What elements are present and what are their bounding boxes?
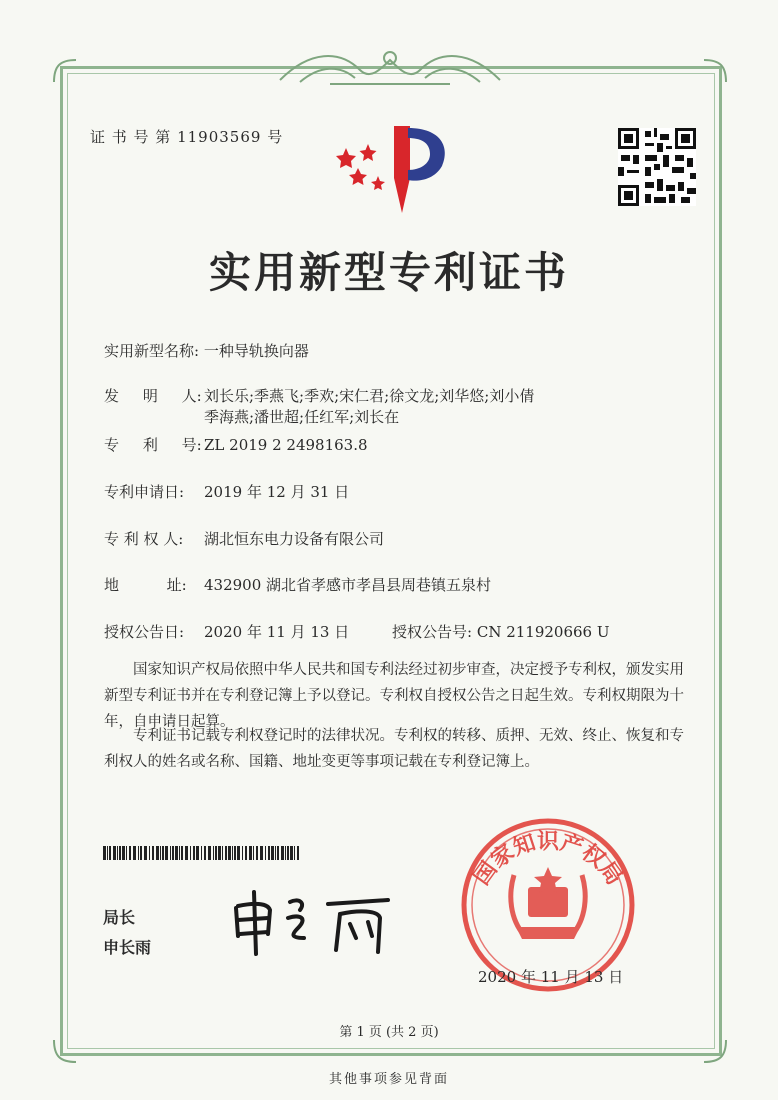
handwritten-signature: [228, 888, 398, 958]
grant-date-value: 2020 年 11 月 13 日: [204, 623, 350, 641]
inventors: [104, 385, 534, 406]
certificate-number-suffix: 号: [267, 128, 284, 146]
certificate-title: 实用新型专利证书: [208, 248, 569, 297]
top-floral-ornament: [270, 40, 510, 90]
certificate-number: [90, 126, 283, 147]
patent-number-value: ZL 2019 2 2498163.8: [204, 436, 368, 454]
footer-note: 其他事项参见背面: [328, 1072, 449, 1087]
grant-date-label: 授权公告日:: [104, 623, 185, 641]
grant-announcement-date: [104, 621, 349, 642]
corner-ornament-bottom-right: [700, 1036, 730, 1066]
inventors-continued: [204, 406, 399, 427]
corner-ornament-top-right: [700, 56, 730, 86]
inventors-line-1: 刘长乐;季燕飞;季欢;宋仁君;徐文龙;刘华悠;刘小倩: [204, 387, 535, 405]
grant-number-value: CN 211920666 U: [476, 623, 610, 641]
address-value: 432900 湖北省孝感市孝昌县周巷镇五泉村: [204, 576, 492, 594]
patent-holder: [104, 528, 384, 549]
address-label: 地 址:: [104, 576, 187, 594]
filing-date: [104, 481, 349, 502]
utility-model-name-label: 实用新型名称:: [104, 342, 200, 360]
signatory-name: 申长雨: [103, 938, 152, 957]
grant-number-label: 授权公告号:: [392, 623, 473, 641]
utility-model-name-value: 一种导轨换向器: [203, 342, 309, 360]
inventors-label: 发 明 人:: [104, 387, 202, 405]
grant-statement-paragraph: 国家知识产权局依照中华人民共和国专利法经过初步审查，决定授予专利权，颁发实用新型专利证书并在专利登记簿上予以登记。专利权自授权公告之日起生效。专利权期限为十年，自申请日起算。: [104, 662, 684, 730]
patent-holder-value: 湖北恒东电力设备有限公司: [204, 530, 385, 548]
signatory-role: 局长: [103, 908, 136, 927]
cnipa-logo-icon: [332, 118, 452, 218]
patent-holder-label: 专 利 权 人:: [104, 530, 184, 548]
seal-text: 国家知识产权局: [469, 829, 627, 890]
qr-code-icon: [618, 128, 696, 206]
page-number: 第 1 页 (共 2 页): [339, 1025, 439, 1040]
corner-ornament-bottom-left: [50, 1036, 80, 1066]
patent-number-label: 专 利 号:: [104, 436, 202, 454]
certificate-number-label: 证 书 号 第: [90, 128, 172, 146]
filing-date-label: 专利申请日:: [104, 483, 185, 501]
seal-date: 2020 年 11 月 13 日: [478, 968, 624, 986]
barcode-icon: [103, 846, 303, 860]
certificate-number-value: 11903569: [177, 128, 262, 146]
legal-status-paragraph: 专利证书记载专利权登记时的法律状况。专利权的转移、质押、无效、终止、恢复和专利权人的姓名或名称、国籍、地址变更等事项记载在专利登记簿上。: [104, 728, 684, 770]
corner-ornament-top-left: [50, 56, 80, 86]
inventors-line-2: 季海燕;潘世超;任红军;刘长在: [204, 408, 400, 426]
grant-announcement-number: [392, 621, 610, 642]
utility-model-name: [104, 340, 309, 361]
filing-date-value: 2019 年 12 月 31 日: [204, 483, 350, 501]
address: [104, 574, 491, 595]
patent-number: [104, 434, 368, 455]
